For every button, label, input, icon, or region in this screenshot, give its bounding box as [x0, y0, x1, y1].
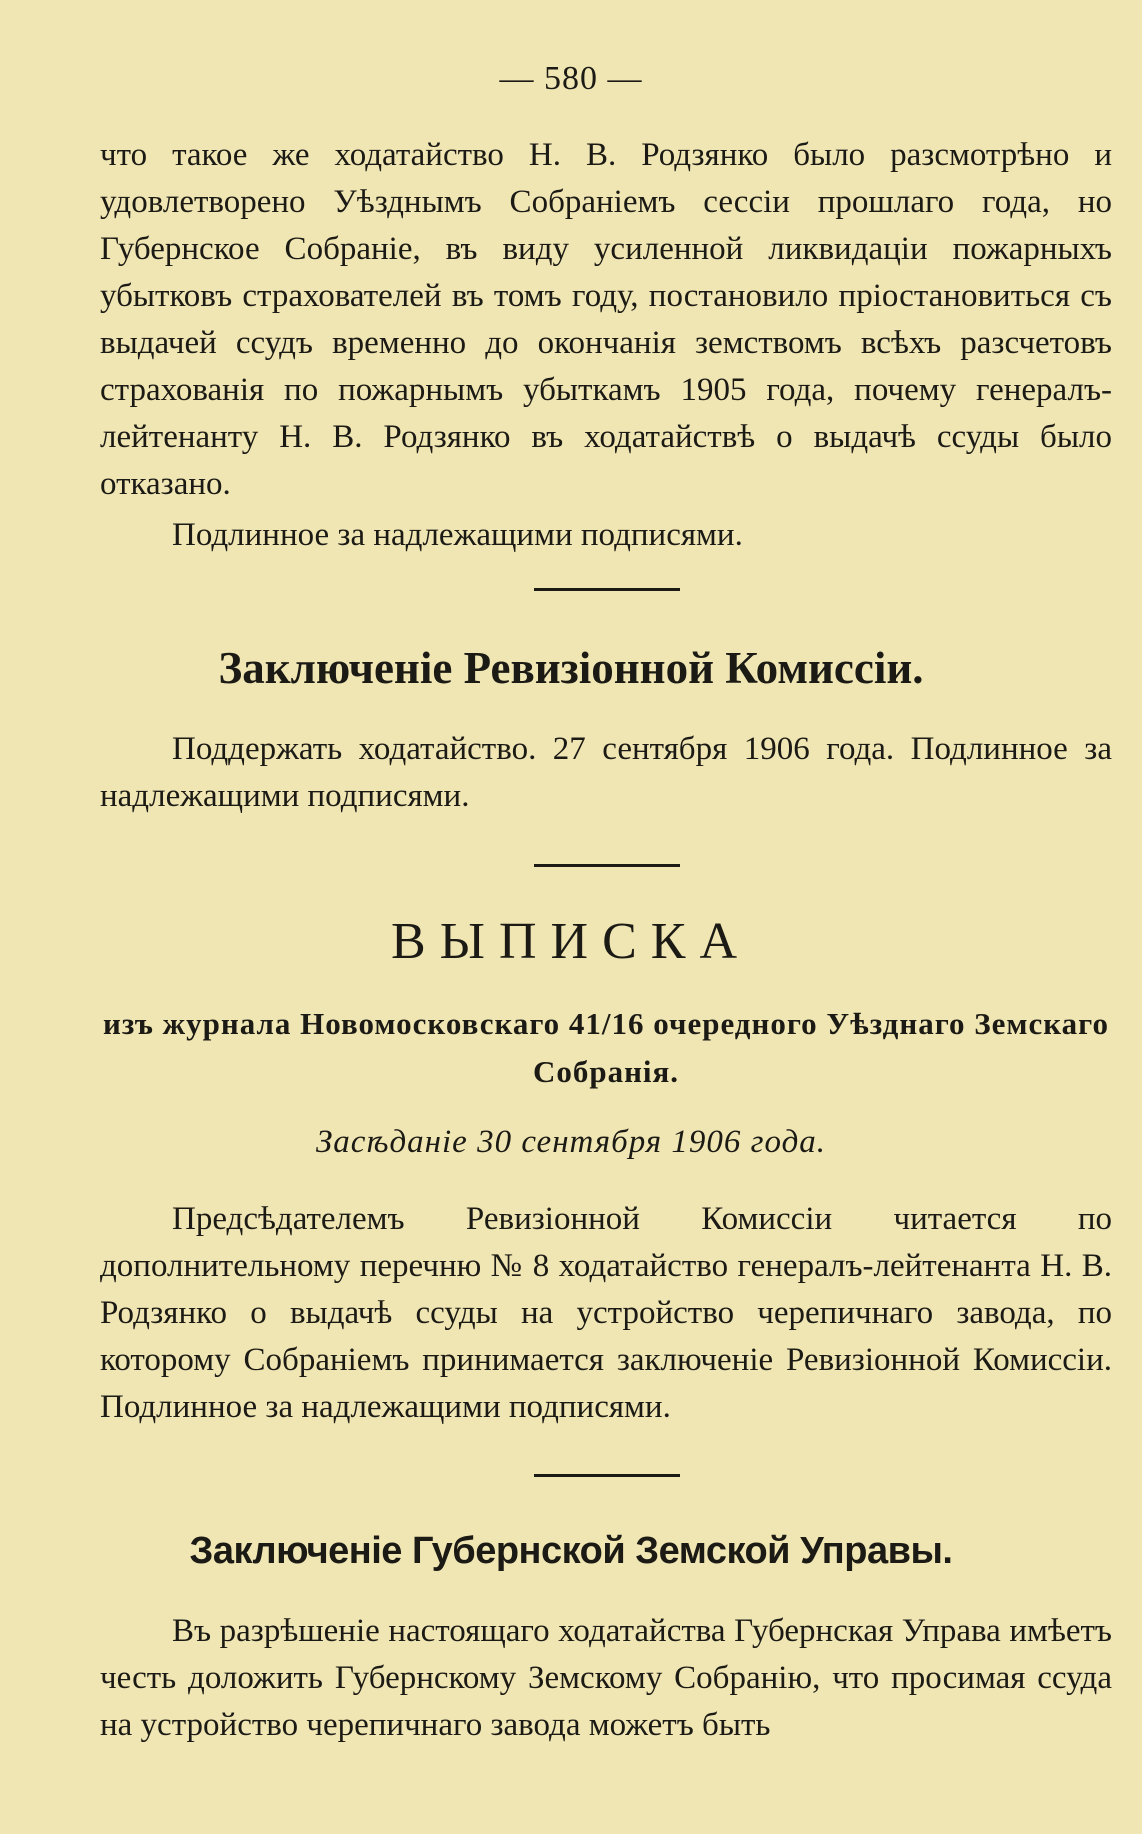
session-date: Засѣданіе 30 сентября 1906 года. — [315, 1124, 827, 1160]
divider-2 — [534, 864, 680, 867]
divider-1 — [534, 588, 680, 591]
extract-title: ВЫПИСКА — [390, 913, 752, 970]
gubernia-paragraph: Въ разрѣшеніе настоящаго ходатайства Губернская Управа имѣетъ честь доложить Губернскому Земскому Собранію, что просимая ссуда на устройство черепичнаго завода можетъ быть — [100, 1613, 1112, 1743]
page-number: — 580 — — [499, 60, 643, 97]
divider-3 — [534, 1474, 680, 1477]
revision-paragraph: Поддержать ходатайство. 27 сентября 1906 года. Подлинное за надлежащими подписями. — [100, 731, 1112, 814]
section-revision — [100, 726, 1112, 820]
extract-paragraph: Предсѣдателемъ Ревизіонной Комиссіи читается по дополнительному перечню № 8 ходатайство генералъ-лейтенанта Н. В. Родзянко о выдачѣ ссуды на устройство черепичнаго завода, по которому Собраніемъ принимается заключеніе Ревизіонной Комиссіи. Подлинное за надлежащими подписями. — [100, 1201, 1112, 1425]
signature-line-1: Подлинное за надлежащими подписями. — [172, 517, 743, 553]
revision-commission-heading: Заключеніе Ревизіонной Комиссіи. — [218, 643, 924, 693]
journal-subtitle: изъ журнала Новомосковскаго 41/16 очередного Уѣзднаго Земскаго Собранія. — [103, 1006, 1109, 1089]
section-extract — [100, 1196, 1112, 1431]
petition-history-paragraph: что такое же ходатайство Н. В. Родзянко было разсмотрѣно и удовлетворено Уѣзднымъ Собраніемъ сессіи прошлаго года, но Губернское Собраніе, въ виду усиленной ликвидаціи пожарныхъ убытковъ страхователей въ томъ году, постановило пріостановиться съ выдачей ссудъ временно до окончанія земствомъ всѣхъ разсчетовъ страхованія по пожарнымъ убыткамъ 1905 года, почему генералъ-лейтенанту Н. В. Родзянко въ ходатайствѣ о выдачѣ ссуды было отказано. — [100, 137, 1112, 502]
section-petition-history — [100, 132, 1112, 559]
gubernia-board-heading: Заключеніе Губернской Земской Управы. — [189, 1530, 953, 1572]
section-gubernia — [100, 1608, 1112, 1749]
